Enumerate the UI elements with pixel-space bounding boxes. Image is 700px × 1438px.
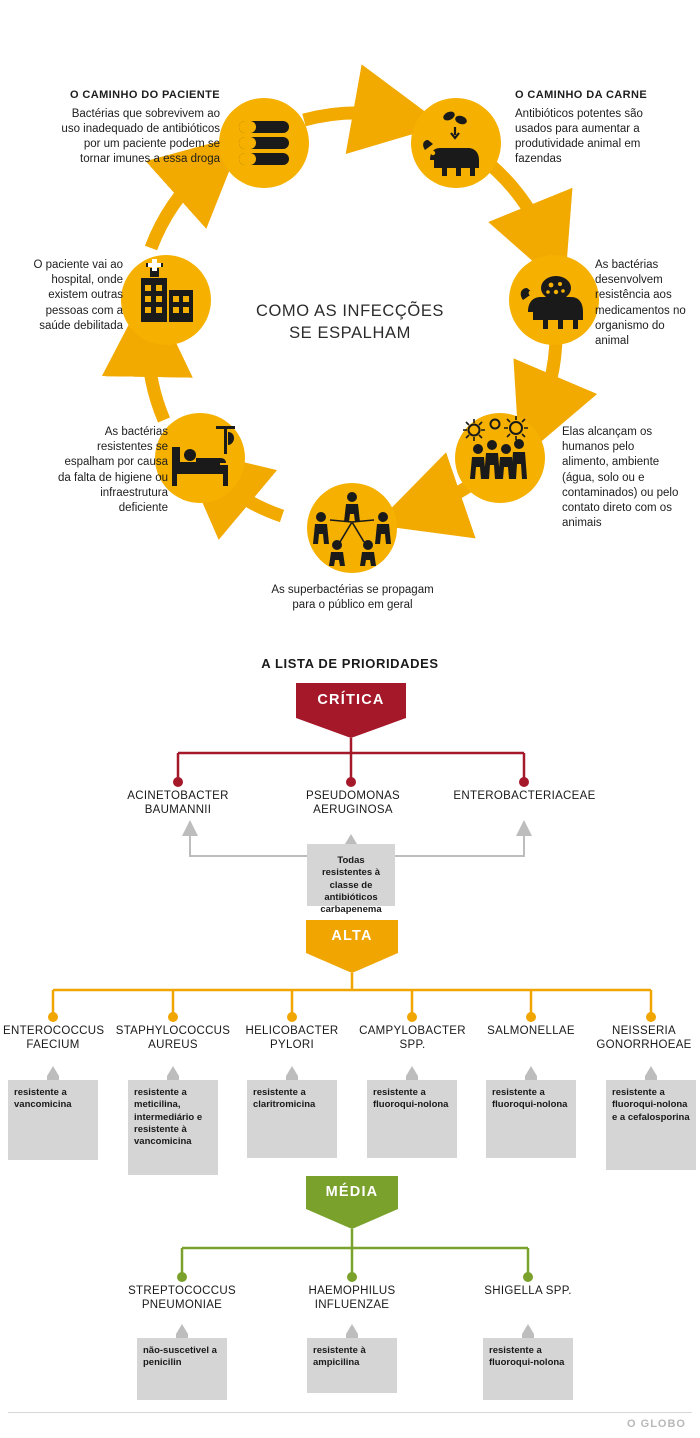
node-public-icon [307, 483, 397, 573]
species-name-line1: SHIGELLA SPP. [484, 1285, 572, 1297]
cycle-center-line1: COMO AS INFECÇÕES [255, 302, 445, 320]
caption-public-text: As superbactérias se propagam para o público em geral [271, 584, 434, 612]
species-note: resistente a meticilina, intermediário e resistente à vancomicina [128, 1080, 218, 1175]
species-name-line2: FAECIUM [26, 1038, 80, 1051]
caption-spread [58, 425, 168, 516]
priority-list-title: A LISTA DE PRIORIDADES [261, 656, 439, 671]
species-name-line2: PNEUMONIAE [141, 1298, 223, 1311]
species-name [442, 790, 607, 804]
node-meat-icon [411, 98, 501, 188]
band-label-media: MÉDIA [325, 1184, 379, 1200]
species-name [113, 1025, 233, 1052]
shared-note-critica: Todas resistentes à classe de antibióticos carbapenema [307, 848, 395, 906]
species-name-line1: ACINETOBACTER [127, 790, 229, 802]
caption-patient-text: Bactérias que sobrevivem ao uso inadequado de antibióticos por um paciente podem se tornar imunes a essa droga [61, 107, 220, 166]
species-name-line1: ENTEROCOCCUS [3, 1025, 105, 1037]
species-name [591, 1025, 697, 1052]
footer-divider [8, 1412, 692, 1413]
species-name [237, 1025, 347, 1052]
node-resistance-icon [509, 255, 599, 345]
species-note: resistente a fluoroqui-nolona [486, 1080, 576, 1158]
species-name [108, 790, 248, 817]
species-name-line2: PYLORI [270, 1038, 314, 1051]
caption-hospital-text: O paciente vai ao hospital, onde existem outras pessoas com a saúde debilitada [33, 259, 123, 332]
species-note: resistente a claritromicina [247, 1080, 337, 1158]
caption-reach [562, 425, 682, 531]
caption-spread-text: As bactérias resistentes se espalham por causa da falta de higiene ou infraestrutura deficiente [58, 426, 168, 514]
species-name-line2: INFLUENZAE [314, 1298, 390, 1311]
species-name-line1: ENTEROBACTERIACEAE [453, 790, 596, 802]
species-name-line2: SPP. [399, 1038, 426, 1051]
globo-logo: O GLOBO [627, 1418, 686, 1430]
species-name-line1: NEISSERIA [611, 1025, 677, 1037]
node-patient-icon [219, 98, 309, 188]
caption-reach-text: Elas alcançam os humanos pelo alimento, ambiente (água, solo ou e contaminados) ou pelo contato direto com os animais [562, 426, 679, 530]
node-hospital-icon [121, 255, 211, 345]
band-label-critica: CRÍTICA [317, 692, 385, 708]
caption-patient-title: O CAMINHO DO PACIENTE [70, 89, 220, 101]
species-note: resistente a fluoroqui-nolona [367, 1080, 457, 1158]
node-spread-icon [155, 413, 245, 503]
priority-list-section [0, 648, 700, 1428]
species-name [3, 1025, 103, 1052]
caption-meat-title: O CAMINHO DA CARNE [515, 89, 648, 101]
species-note: resistente à ampicilina [307, 1338, 397, 1393]
node-reach-icon [455, 413, 545, 503]
species-name-line1: STREPTOCOCCUS [128, 1285, 236, 1297]
species-name-line2: BAUMANNII [144, 803, 212, 816]
species-name-line2: AERUGINOSA [313, 803, 393, 816]
species-name-line1: HAEMOPHILUS [308, 1285, 396, 1297]
species-name-line2: AUREUS [148, 1038, 198, 1051]
cycle-center-title [240, 300, 460, 345]
species-name [117, 1285, 247, 1312]
species-name-line1: SALMONELLAE [487, 1025, 575, 1037]
caption-public [265, 583, 440, 613]
species-name [476, 1025, 586, 1039]
species-note: resistente a fluoroqui-nolona [483, 1338, 573, 1400]
species-note: resistente a fluoroqui-nolona e a cefalosporina [606, 1080, 696, 1170]
species-name [355, 1025, 470, 1052]
caption-meat [515, 88, 675, 167]
caption-hospital [18, 258, 123, 334]
species-name [463, 1285, 593, 1299]
species-name-line2: GONORRHOEAE [596, 1038, 692, 1051]
species-name-line1: CAMPYLOBACTER [359, 1025, 466, 1037]
species-name-line1: STAPHYLOCOCCUS [115, 1025, 231, 1037]
species-note: não-suscetivel a penicilin [137, 1338, 227, 1400]
caption-patient [55, 88, 220, 167]
caption-resistance-text: As bactérias desenvolvem resistência aos medicamentos no organismo do animal [595, 259, 686, 347]
species-name-line1: HELICOBACTER [245, 1025, 339, 1037]
cycle-center-line2: SE ESPALHAM [289, 324, 411, 343]
caption-resistance [595, 258, 695, 349]
species-name [292, 1285, 412, 1312]
band-label-alta: ALTA [331, 928, 373, 944]
species-name-line1: PSEUDOMONAS [305, 790, 401, 802]
infection-cycle-diagram [0, 0, 700, 655]
caption-meat-text: Antibióticos potentes são usados para aumentar a produtividade animal em fazendas [515, 107, 643, 166]
species-name [283, 790, 423, 817]
species-note: resistente a vancomicina [8, 1080, 98, 1160]
